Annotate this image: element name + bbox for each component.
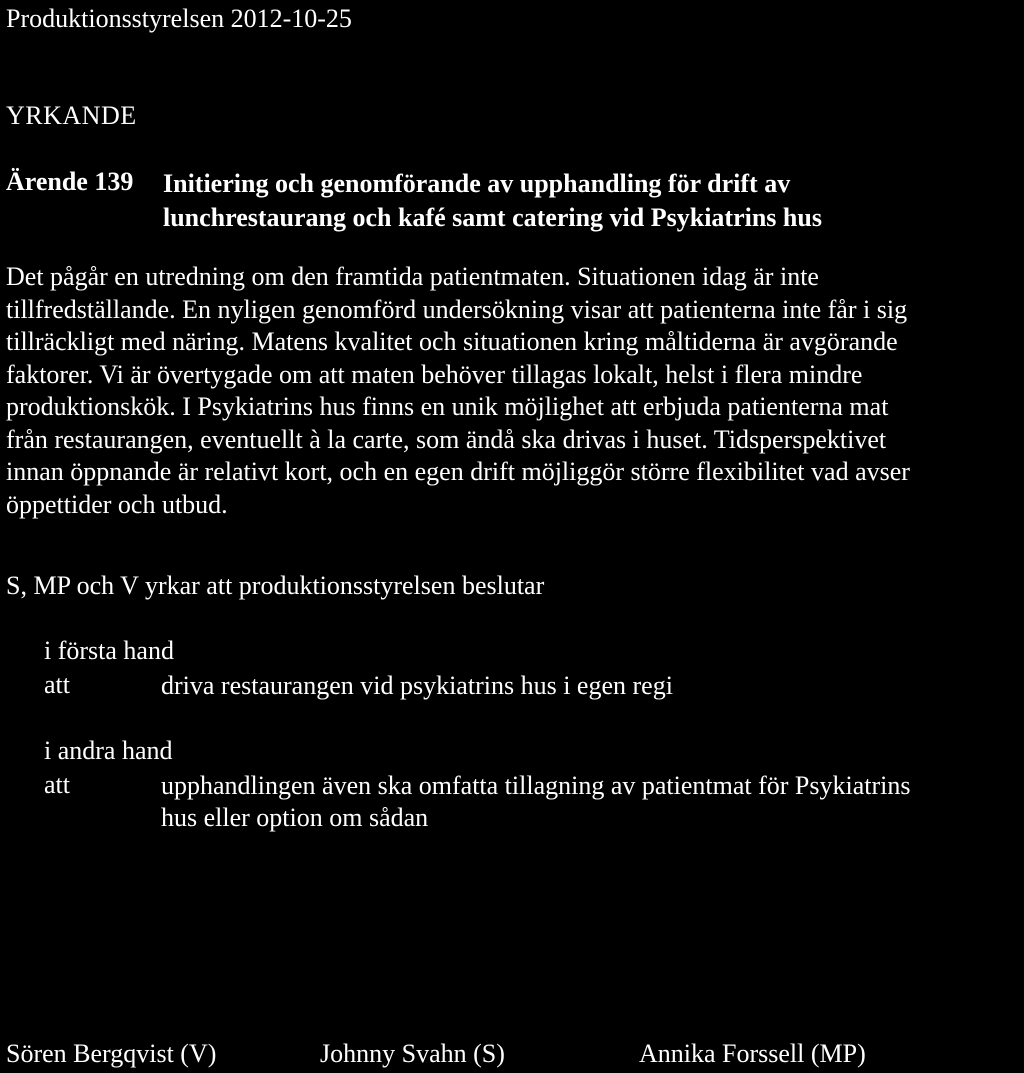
body-line: faktorer. Vi är övertygade om att maten behöver tillagas lokalt, helst i flera mindre: [6, 359, 863, 389]
body-line: innan öppnande är relativt kort, och en egen drift möjliggör större flexibilitet vad avser: [6, 457, 910, 486]
arende-title-line: Initiering och genomförande av upphandling för drift av: [163, 169, 791, 198]
first-proposal-line: driva restaurangen vid psykiatrins hus i egen regi: [161, 671, 673, 700]
body-paragraph: [6, 261, 1024, 521]
body-line: Det pågår en utredning om den framtida patientmaten. Situationen idag är inte: [6, 262, 819, 291]
body-line: öppettider och utbud.: [6, 489, 228, 519]
signature-bergqvist: Sören Bergqvist (V): [6, 1039, 217, 1068]
body-line: från restaurangen, eventuellt à la carte, som ändå ska drivas i huset. Tidsperspektivet: [6, 424, 887, 454]
signature-svahn: Johnny Svahn (S): [320, 1039, 505, 1068]
first-att-label: att: [44, 670, 70, 699]
first-priority-label: i första hand: [44, 636, 174, 665]
second-proposal-line: hus eller option om sådan: [161, 803, 429, 832]
second-att-label: att: [44, 770, 70, 799]
second-proposal: [161, 770, 911, 834]
body-line: tillräckligt med näring. Matens kvalitet och situationen kring måltiderna är avgörande: [6, 327, 898, 356]
arende-title-line: lunchrestaurang och kafé samt catering vid Psykiatrins hus: [163, 203, 822, 232]
second-proposal-line: upphandlingen även ska omfatta tillagning av patientmat för Psykiatrins: [161, 771, 911, 800]
body-line: produktionskök. I Psykiatrins hus finns en unik möjlighet att erbjuda patienterna mat: [6, 392, 889, 421]
motion-statement: S, MP och V yrkar att produktionsstyrelsen beslutar: [6, 571, 545, 600]
arende-number: Ärende 139: [6, 167, 134, 196]
document-heading: YRKANDE: [6, 101, 137, 130]
body-line: tillfredställande. En nyligen genomförd undersökning visar att patienterna inte får i sig: [6, 294, 908, 324]
signature-forssell: Annika Forssell (MP): [639, 1039, 866, 1068]
arende-title: [163, 167, 822, 235]
first-proposal: [161, 670, 673, 702]
document-header: Produktionsstyrelsen 2012-10-25: [6, 4, 352, 33]
second-priority-label: i andra hand: [44, 736, 173, 765]
